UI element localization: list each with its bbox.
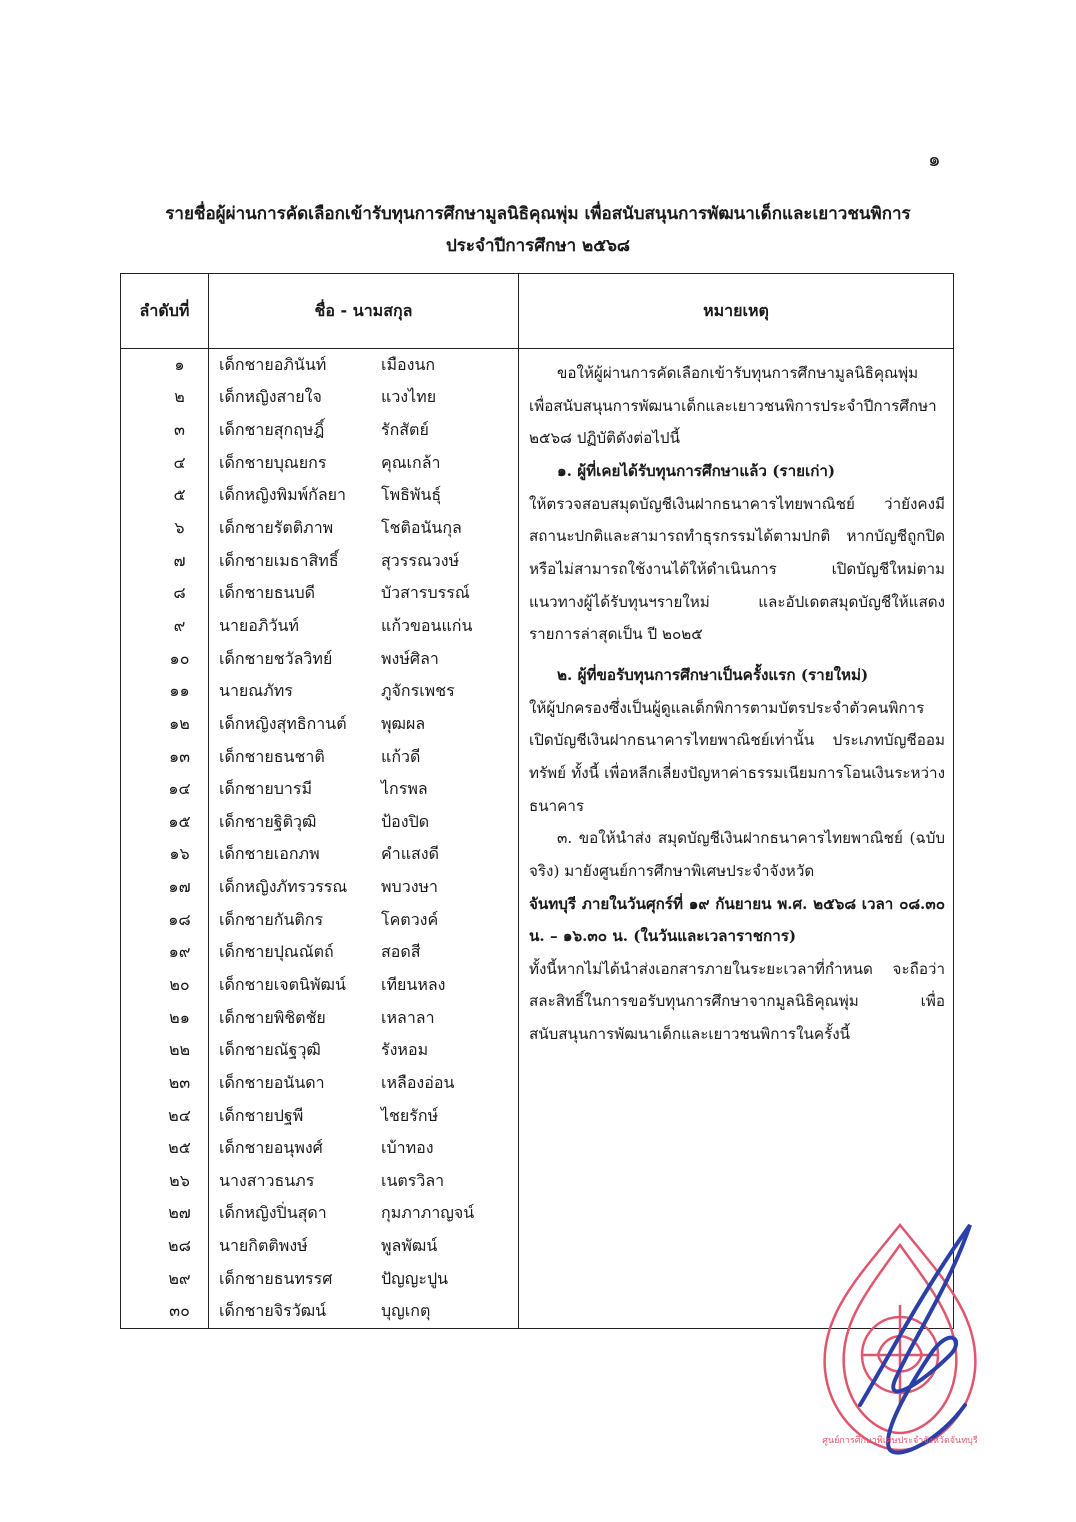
last-name: พูลพัฒน์ (381, 1236, 438, 1256)
last-name: เนตรวิลา (381, 1170, 445, 1190)
row-number: ๒๘ (168, 1236, 191, 1256)
table-row (209, 512, 518, 545)
row-number: ๒๑ (169, 1007, 190, 1027)
remarks-item3-bold: จันทบุรี ภายในวันศุกร์ที่ ๑๙ กันยายน พ.ศ. ๒๕๖๘ เวลา ๐๘.๓๐ น. – ๑๖.๓๐ น. (ในวันและเวลาราชการ) (529, 894, 945, 946)
row-number: ๒๒ (168, 1040, 191, 1060)
row-number: ๒๔ (168, 1105, 191, 1125)
table-row (209, 773, 518, 806)
row-number: ๑๐ (169, 648, 190, 668)
remarks-item2-text: ให้ผู้ปกครองซึ่งเป็นผู้ดูแลเด็กพิการตามบัตรประจำตัวคนพิการ เปิดบัญชีเงินฝากธนาคารไทยพาณิชย์เท่านั้น ประเภทบัญชีออมทรัพย์ ทั้งนี้ เพื่อหลีกเลี่ยงปัญหาค่าธรรมเนียมการโอนเงินระหว่างธนาคาร (529, 698, 945, 815)
last-name: เมืองนก (381, 354, 436, 374)
first-name: เด็กชายบารมี (219, 779, 313, 799)
last-name: เหลืองอ่อน (381, 1072, 455, 1092)
official-seal (800, 1205, 1000, 1460)
last-name: แวงไทย (381, 387, 437, 407)
row-number: ๑๔ (168, 779, 191, 799)
header-remarks: หมายเหตุ (519, 274, 954, 349)
row-number: ๘ (173, 583, 186, 603)
row-number: ๒๙ (168, 1268, 191, 1288)
seal-text: ศูนย์การศึกษาพิเศษประจำจังหวัดจันทบุรี (822, 1436, 978, 1446)
last-name: รังหอม (381, 1040, 429, 1060)
first-name: เด็กชายอนันดา (219, 1072, 325, 1092)
row-number: ๒ (174, 387, 185, 407)
header-no: ลำดับที่ (121, 274, 209, 349)
last-name: แก้วดี (381, 746, 421, 766)
table-row (209, 1230, 518, 1263)
last-name: โพธิพันธุ์ (381, 485, 442, 505)
last-name: ปัญญะปูน (381, 1268, 449, 1288)
last-name: สุวรรณวงษ์ (381, 550, 460, 570)
row-number: ๑๒ (169, 713, 190, 733)
table-row (209, 1067, 518, 1100)
table-row (209, 447, 518, 480)
row-number: ๑๗ (168, 877, 191, 897)
row-number: ๑๓ (168, 746, 191, 766)
table-row (209, 1198, 518, 1231)
table-row (209, 806, 518, 839)
recipients-table (120, 273, 954, 1329)
row-number: ๑ (174, 354, 185, 374)
row-number: ๒๕ (168, 1138, 191, 1158)
first-name: เด็กชายรัตติภาพ (219, 518, 334, 538)
table-row (209, 969, 518, 1002)
row-number: ๒๖ (169, 1170, 190, 1190)
first-name: เด็กชายเอกภพ (219, 844, 320, 864)
table-row (209, 839, 518, 872)
last-name: โชติอนันกุล (381, 518, 462, 538)
first-name: เด็กชายฐิติวุฒิ (219, 811, 317, 831)
table-row (209, 675, 518, 708)
table-row (209, 1296, 518, 1329)
last-name: ป้องปิด (381, 811, 430, 831)
remarks-item3-text: ๓. ขอให้นำส่ง สมุดบัญชีเงินฝากธนาคารไทยพาณิชย์ (ฉบับจริง) มายังศูนย์การศึกษาพิเศษประจำจังหวัด (529, 829, 945, 880)
remarks-item1-heading: ๑. ผู้ที่เคยได้รับทุนการศึกษาแล้ว (รายเก่า) (557, 461, 836, 480)
table-row (209, 1165, 518, 1198)
first-name: นายอภิวันท์ (219, 615, 299, 635)
table-row (209, 1263, 518, 1296)
row-number: ๕ (173, 485, 186, 505)
first-name: เด็กหญิงปิ่นสุดา (219, 1203, 327, 1223)
remarks-item2-heading: ๒. ผู้ที่ขอรับทุนการศึกษาเป็นครั้งแรก (รายใหม่) (557, 665, 869, 684)
first-name: เด็กหญิงพิมพ์กัลยา (219, 485, 347, 505)
first-name: เด็กชายธนทรรศ (219, 1268, 333, 1288)
row-number: ๒๐ (169, 974, 190, 994)
last-name: คุณเกล้า (381, 452, 441, 472)
last-name: บัวสารบรรณ์ (381, 583, 470, 603)
first-name: เด็กชายเจตนิพัฒน์ (219, 974, 346, 994)
table-row (209, 349, 518, 382)
first-name: เด็กชายพิชิตชัย (219, 1007, 326, 1027)
page-number: ๑ (928, 147, 941, 171)
row-number: ๒๓ (168, 1072, 191, 1092)
first-name: นางสาวธนภร (219, 1170, 315, 1190)
first-name: เด็กหญิงสายใจ (219, 387, 322, 407)
first-name: เด็กหญิงสุทธิกานต์ (219, 713, 347, 733)
last-name: รักสัตย์ (381, 420, 429, 440)
document-title: รายชื่อผู้ผ่านการคัดเลือกเข้ารับทุนการศึกษามูลนิธิคุณพุ่ม เพื่อสนับสนุนการพัฒนาเด็กและเยาวชนพิการ (165, 204, 911, 224)
table-row (209, 741, 518, 774)
last-name: เหลาลา (381, 1007, 435, 1027)
table-row (209, 1132, 518, 1165)
table-row (209, 1002, 518, 1035)
first-name: เด็กชายปุณณัตถ์ (219, 942, 334, 962)
last-name: พบวงษา (381, 877, 439, 897)
row-number: ๑๑ (169, 681, 190, 701)
last-name: พงษ์ศิลา (381, 648, 439, 668)
last-name: เบ้าทอง (381, 1138, 434, 1158)
first-name: เด็กหญิงภัทรวรรณ (219, 877, 348, 897)
table-row (209, 545, 518, 578)
first-name: นายณภัทร (219, 681, 293, 701)
first-name: เด็กชายชวัลวิทย์ (219, 648, 333, 668)
last-name: สอดสี (381, 942, 421, 962)
row-number: ๑๙ (168, 942, 191, 962)
table-row (209, 871, 518, 904)
remarks-item1-text: ให้ตรวจสอบสมุดบัญชีเงินฝากธนาคารไทยพาณิชย์ ว่ายังคงมีสถานะปกติและสามารถทำธุรกรรมได้ตามปกติ หากบัญชีถูกปิดหรือไม่สามารถใช้งานได้ให้ดำเนินการ เปิดบัญชีใหม่ตามแนวทางผู้ได้รับทุนฯรายใหม่ และอัปเดตสมุดบัญชีให้แสดงรายการล่าสุดเป็น ปี ๒๐๒๕ (529, 494, 945, 644)
last-name: แก้วขอนแก่น (381, 615, 473, 635)
name-column (209, 349, 519, 1329)
remarks-intro: ขอให้ผู้ผ่านการคัดเลือกเข้ารับทุนการศึกษามูลนิธิคุณพุ่ม เพื่อสนับสนุนการพัฒนาเด็กและเยาวชนพิการประจำปีการศึกษา ๒๕๖๘ ปฏิบัติดังต่อไปนี้ (529, 364, 937, 448)
row-number: ๔ (173, 452, 186, 472)
signature-stroke (860, 1225, 970, 1453)
first-name: เด็กชายอภินันท์ (219, 354, 327, 374)
row-number: ๙ (173, 615, 186, 635)
header-name: ชื่อ - นามสกุล (209, 274, 519, 349)
row-number: ๓๐ (169, 1301, 190, 1321)
first-name: เด็กชายจิรวัฒน์ (219, 1301, 327, 1321)
table-row (209, 708, 518, 741)
last-name: ไกรพล (381, 779, 428, 799)
first-name: เด็กชายบุณยกร (219, 452, 327, 472)
last-name: ไชยรักษ์ (381, 1105, 439, 1125)
table-row (209, 937, 518, 970)
table-row (209, 414, 518, 447)
no-column (121, 349, 209, 1329)
row-number: ๗ (173, 550, 186, 570)
last-name: โคตวงค์ (381, 909, 439, 929)
last-name: พุฒผล (381, 713, 426, 733)
first-name: เด็กชายกันติกร (219, 909, 324, 929)
first-name: เด็กชายธนชาติ (219, 746, 325, 766)
table-row (209, 904, 518, 937)
first-name: เด็กชายปฐพี (219, 1105, 304, 1125)
row-number: ๑๕ (168, 811, 191, 831)
first-name: เด็กชายธนบดี (219, 583, 316, 603)
first-name: เด็กชายเมธาสิทธิ์ (219, 550, 339, 570)
table-row (209, 1100, 518, 1133)
row-number: ๑๖ (169, 844, 190, 864)
first-name: นายกิตติพงษ์ (219, 1236, 308, 1256)
row-number: ๒๗ (168, 1203, 191, 1223)
last-name: ภูจักรเพชร (381, 681, 455, 701)
last-name: คำแสงดี (381, 844, 439, 864)
table-row (209, 577, 518, 610)
first-name: เด็กชายณัฐวุฒิ (219, 1040, 321, 1060)
row-number: ๑๘ (168, 909, 191, 929)
remarks-column (519, 349, 954, 1329)
row-number: ๖ (174, 518, 185, 538)
table-row (209, 382, 518, 415)
table-row (209, 1034, 518, 1067)
remarks-item3-tail: ทั้งนี้หากไม่ได้นำส่งเอกสารภายในระยะเวลาที่กำหนด จะถือว่าสละสิทธิ์ในการขอรับทุนการศึกษาจากมูลนิธิคุณพุ่ม เพื่อสนับสนุนการพัฒนาเด็กและเยาวชนพิการในครั้งนี้ (529, 959, 945, 1044)
document-subtitle: ประจำปีการศึกษา ๒๕๖๘ (445, 236, 631, 256)
last-name: กุมภาภาญจน์ (381, 1203, 475, 1223)
table-row (209, 643, 518, 676)
last-name: เทียนหลง (381, 974, 446, 994)
table-row (209, 480, 518, 513)
first-name: เด็กชายอนุพงศ์ (219, 1138, 323, 1158)
table-row (209, 610, 518, 643)
last-name: บุญเกตุ (381, 1301, 431, 1321)
row-number: ๓ (174, 420, 185, 440)
first-name: เด็กชายสุกฤษฎิ์ (219, 420, 325, 440)
